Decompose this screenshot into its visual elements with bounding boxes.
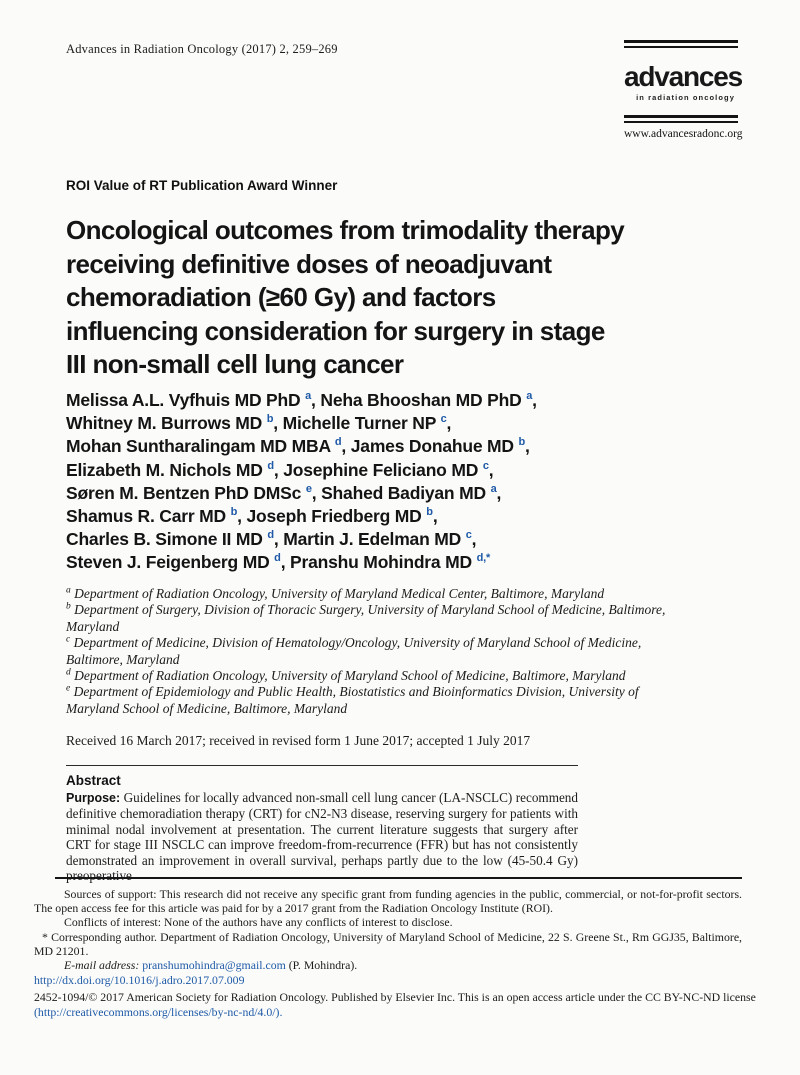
abstract-purpose	[66, 790, 578, 883]
sources-of-support-note: Sources of support: This research did not receive any specific grant from funding agencies in the public, commercial, or not-for-profit sectors. The open access fee for this article was paid for by a 2017 grant from the Radiation Oncology Institute (ROI).	[34, 887, 742, 916]
article-identifiers	[34, 973, 764, 1019]
affiliation-superscript: c	[440, 413, 447, 426]
affiliation-letter: d	[66, 667, 71, 678]
affiliation-letter: c	[66, 634, 71, 645]
affiliation-letter: a	[66, 585, 71, 596]
award-banner: ROI Value of RT Publication Award Winner	[66, 178, 338, 193]
affiliation-superscript: a	[526, 390, 533, 403]
affiliation-superscript: b	[518, 436, 526, 449]
author-line: Elizabeth M. Nichols MD $^d$, Josephine Feliciano MD $^c$,	[66, 459, 494, 480]
affiliation-item: $^a$ Department of Radiation Oncology, University of Maryland Medical Center, Baltimore, Maryland	[66, 585, 605, 601]
title-line: receiving definitive doses of neoadjuvant	[66, 248, 552, 279]
purpose-label: Purpose:	[66, 791, 121, 805]
article-history: Received 16 March 2017; received in revised form 1 June 2017; accepted 1 July 2017	[66, 733, 531, 748]
title-line: III non-small cell lung cancer	[66, 349, 404, 379]
author-line: Steven J. Feigenberg MD $^d$, Pranshu Mohindra MD $^{d,*}$	[66, 552, 491, 573]
affiliation-superscript: d	[267, 529, 274, 542]
email-label: E-mail address:	[64, 958, 140, 973]
copyright-line: 2452-1094/© 2017 American Society for Radiation Oncology. Published by Elsevier Inc. This is an open access article under the CC BY-NC-ND license	[34, 989, 756, 1004]
affiliation-superscript: d,*	[476, 552, 491, 565]
author-line: Whitney M. Burrows MD $^b$, Michelle Turner NP $^c$,	[66, 413, 452, 434]
corresponding-author-note	[34, 930, 742, 958]
purpose-text: Guidelines for locally advanced non-small cell lung cancer (LA-NSCLC) recommend definitive chemoradiation therapy (CRT) for cN2-N3 disease, reserving surgery for patients with minimal nodal involvement at presentation. The current literature suggests that surgery after CRT for stage III NSCLC can improve freedom-from-recurrence (FFR) but has not consistently demonstrated an improvement in overall survival, perhaps partly due to the low (45-50.4 Gy) preoperative	[66, 790, 578, 884]
conflicts-of-interest-note: Conflicts of interest: None of the authors have any conflicts of interest to disclose.	[64, 915, 453, 930]
logo-wordmark: advances	[624, 61, 743, 92]
affiliation-item: $^d$ Department of Radiation Oncology, University of Maryland School of Medicine, Baltimore, Maryland	[66, 667, 626, 684]
affiliation-list	[66, 586, 668, 717]
title-line: chemoradiation (≥60 Gy) and factors	[66, 282, 496, 312]
abstract-divider	[66, 765, 578, 766]
affiliation-superscript: a	[305, 390, 312, 403]
license-link[interactable]: (http://creativecommons.org/licenses/by-nc-nd/4.0/).	[34, 1004, 283, 1019]
journal-website-link[interactable]: www.advancesradonc.org	[624, 128, 743, 140]
author-line: Søren M. Bentzen PhD DMSc $^e$, Shahed Badiyan MD $^a$,	[66, 482, 502, 503]
affiliation-superscript: b	[230, 506, 238, 519]
corresponding-text: Corresponding author. Department of Radiation Oncology, University of Maryland School of Medicine, 22 S. Greene St., Rm GGJ35, Baltimore, MD 21201.	[34, 929, 742, 958]
affiliation-superscript: e	[305, 482, 312, 495]
affiliation-superscript: c	[482, 459, 489, 472]
affiliation-superscript: d	[267, 459, 274, 472]
logo-tagline: in radiation oncology	[636, 93, 735, 102]
affiliation-superscript: d	[274, 552, 281, 565]
doi-link[interactable]: http://dx.doi.org/10.1016/j.adro.2017.07.009	[34, 973, 245, 987]
journal-logo	[624, 40, 743, 140]
email-note	[34, 958, 742, 972]
affiliation-superscript: a	[490, 482, 497, 495]
abstract-heading: Abstract	[66, 773, 121, 788]
affiliation-item: $^e$ Department of Epidemiology and Public Health, Biostatistics and Bioinformatics Division, University of Maryland School of Medicine, Baltimore, Maryland	[66, 683, 639, 716]
affiliation-letter: e	[66, 683, 71, 694]
author-line: Charles B. Simone II MD $^d$, Martin J. Edelman MD $^c$,	[66, 529, 477, 550]
logo-top-rule	[624, 40, 738, 48]
affiliation-superscript: d	[334, 436, 342, 449]
corresponding-marker: *	[42, 929, 48, 944]
affiliation-item: $^b$ Department of Surgery, Division of Thoracic Surgery, University of Maryland School of Medicine, Baltimore, Maryland	[66, 601, 666, 634]
article-title	[66, 214, 624, 382]
abstract-section	[66, 765, 578, 883]
author-list	[66, 389, 537, 575]
logo-bottom-rule	[624, 115, 738, 123]
author-line: Shamus R. Carr MD $^b$, Joseph Friedberg MD $^b$,	[66, 506, 438, 527]
title-line: influencing consideration for surgery in stage	[66, 315, 605, 346]
affiliation-superscript: c	[465, 529, 472, 542]
email-suffix: (P. Mohindra).	[288, 958, 358, 973]
affiliation-superscript: b	[426, 506, 433, 519]
affiliation-item: $^c$ Department of Medicine, Division of Hematology/Oncology, University of Maryland School of Medicine, Baltimore, Maryland	[66, 634, 642, 667]
author-line: Melissa A.L. Vyfhuis MD PhD $^a$, Neha Bhooshan MD PhD $^a$,	[66, 390, 537, 410]
title-line: Oncological outcomes from trimodality therapy	[66, 215, 625, 245]
author-line: Mohan Suntharalingam MD MBA $^d$, James Donahue MD $^b$,	[66, 436, 530, 457]
footnote-divider	[55, 877, 742, 879]
journal-citation: Advances in Radiation Oncology (2017) 2, 259–269	[66, 42, 338, 56]
email-link[interactable]: pranshumohindra@gmail.com	[142, 958, 286, 973]
footnote-section	[34, 877, 742, 972]
affiliation-letter: b	[66, 601, 71, 612]
affiliation-superscript: b	[266, 413, 274, 426]
